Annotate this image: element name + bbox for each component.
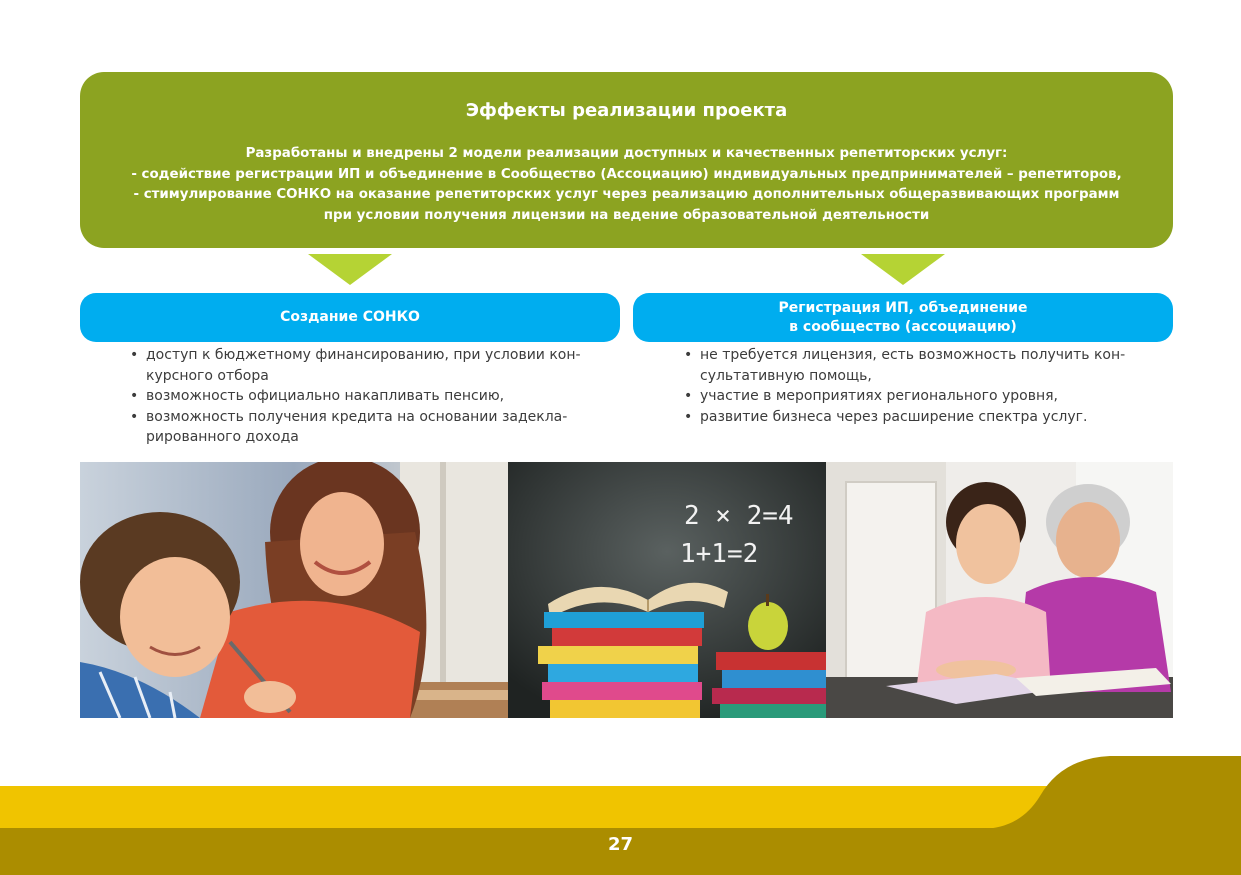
list-item-text: доступ к бюджетному финансированию, при условии кон- курсного отбора	[146, 347, 581, 384]
sonko-benefits-list	[130, 345, 600, 448]
ip-registration-heading	[633, 293, 1173, 342]
list-item	[684, 345, 1154, 386]
list-item-text: возможность получения кредита на основании задекла- рированного дохода	[146, 408, 568, 446]
right-down-arrow	[861, 254, 945, 285]
effects-line: при условии получения лицензии на ведение образовательной деятельности	[323, 207, 930, 223]
effects-line: - содействие регистрации ИП и объединение в Сообщество (Ассоциацию) индивидуальных предпринимателей – репетиторов,	[131, 166, 1122, 182]
sonko-heading-text: Создание СОНКО	[280, 309, 420, 325]
effects-line: Разработаны и внедрены 2 модели реализации доступных и качественных репетиторских услуг:	[245, 146, 1008, 161]
ip-heading-line2: в сообщество (ассоциацию)	[789, 318, 1017, 335]
board-equation-2: 1+1=2	[680, 539, 759, 569]
board-equation-1: 2 × 2=4	[684, 501, 794, 531]
mother-son-illustration	[80, 462, 508, 718]
list-item	[130, 407, 600, 448]
photo-girl-grandmother	[826, 462, 1173, 718]
left-down-arrow	[308, 254, 392, 285]
list-item	[684, 386, 1154, 407]
page-number: 27	[607, 834, 634, 855]
list-item	[130, 386, 600, 407]
girl-grandmother-illustration	[826, 462, 1173, 718]
project-effects-text	[80, 144, 1173, 226]
footer-wave-decoration	[980, 756, 1241, 829]
sonko-heading	[80, 293, 620, 342]
list-item	[684, 407, 1154, 428]
list-item-text: не требуется лицензия, есть возможность получить кон- сультативную помощь,	[700, 347, 1126, 384]
list-item-text: участие в мероприятиях регионального уровня,	[700, 388, 1059, 405]
photo-books-chalkboard	[508, 462, 826, 718]
ip-benefits-list	[684, 345, 1154, 427]
effects-line: - стимулирование СОНКО на оказание репетиторских услуг через реализацию дополнительных общеразвивающих программ	[133, 187, 1120, 202]
photo-mother-son	[80, 462, 508, 718]
books-illustration	[508, 462, 826, 718]
ip-heading-line1: Регистрация ИП, объединение	[778, 299, 1028, 316]
project-effects-title: Эффекты реализации проекта	[465, 100, 788, 121]
project-effects-box	[80, 72, 1173, 248]
list-item-text: возможность официально накапливать пенсию,	[146, 388, 505, 405]
list-item-text: развитие бизнеса через расширение спектра услуг.	[700, 408, 1088, 425]
list-item	[130, 345, 600, 386]
